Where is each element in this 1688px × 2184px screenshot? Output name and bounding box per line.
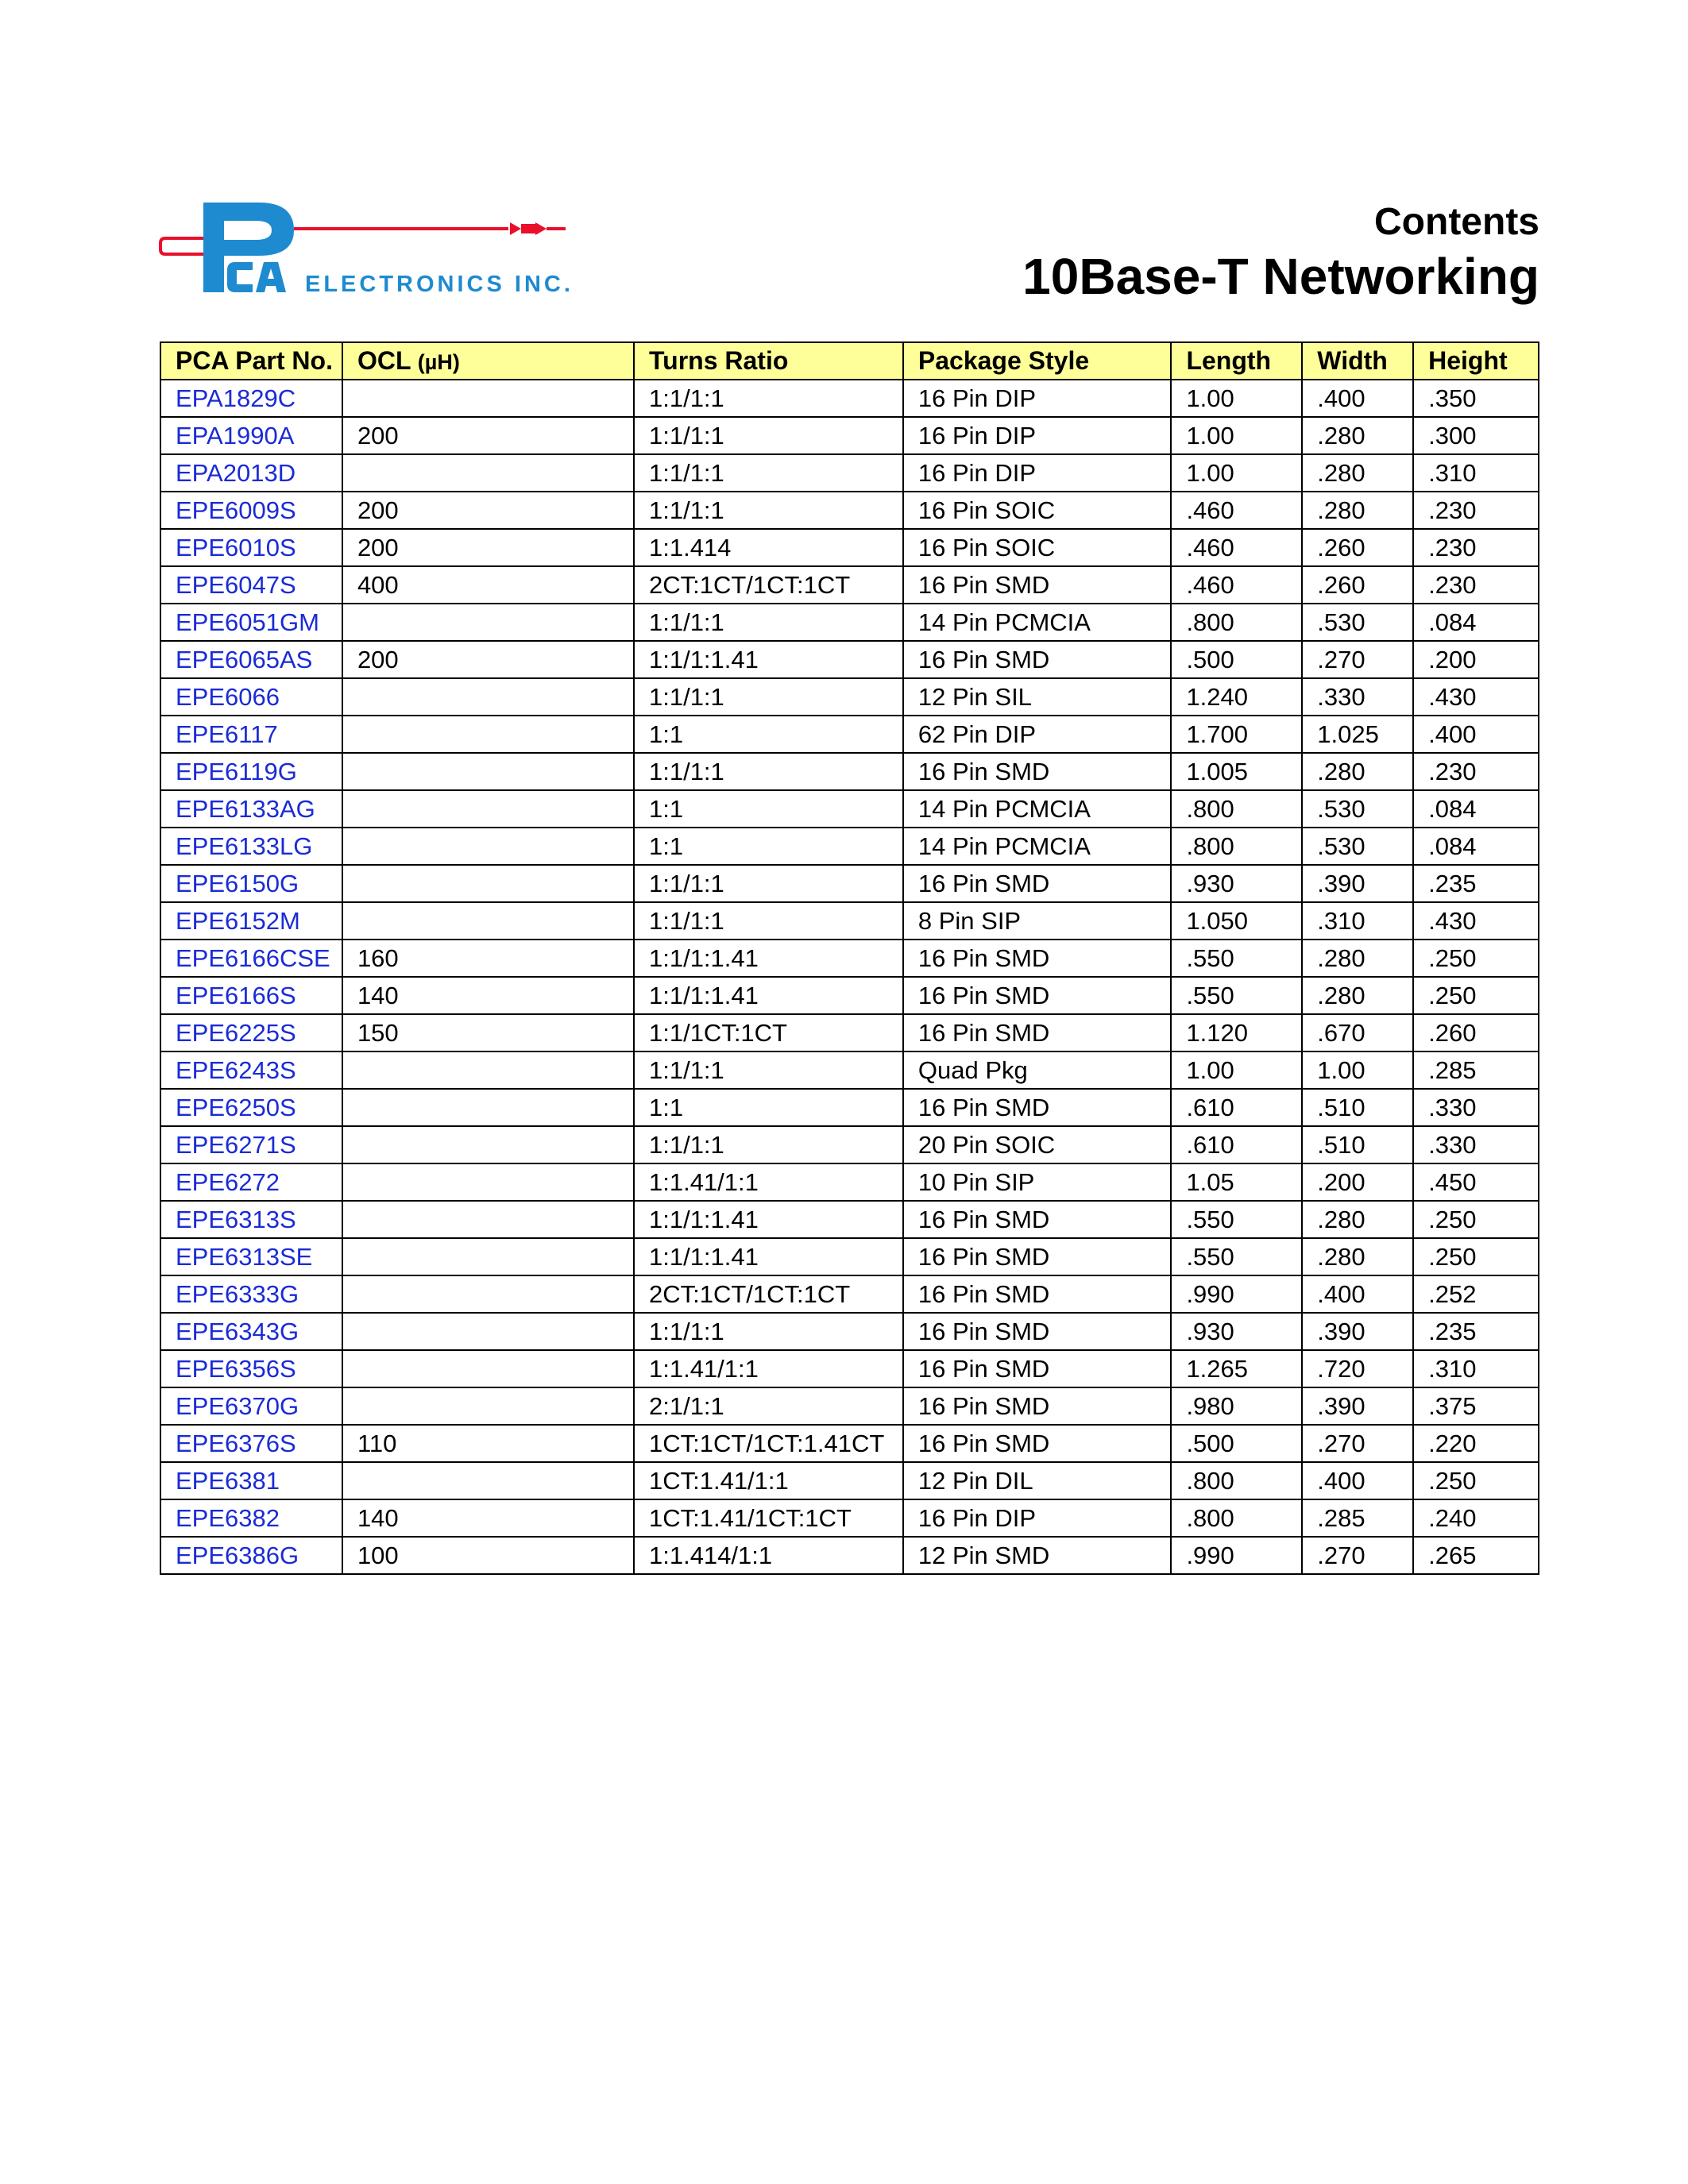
- cell-part-number[interactable]: EPE6117: [160, 716, 342, 753]
- cell-turns-ratio: 1:1/1:1: [634, 417, 903, 454]
- cell-width: .530: [1302, 828, 1413, 865]
- cell-turns-ratio: 1:1/1:1.41: [634, 1238, 903, 1275]
- cell-package-style: 10 Pin SIP: [903, 1163, 1172, 1201]
- cell-turns-ratio: 1:1/1:1.41: [634, 940, 903, 977]
- cell-part-number[interactable]: EPE6051GM: [160, 604, 342, 641]
- cell-length: .500: [1171, 1425, 1302, 1462]
- cell-height: .375: [1413, 1387, 1539, 1425]
- cell-length: .460: [1171, 566, 1302, 604]
- cell-part-number[interactable]: EPE6356S: [160, 1350, 342, 1387]
- cell-width: 1.025: [1302, 716, 1413, 753]
- cell-part-number[interactable]: EPE6382: [160, 1499, 342, 1537]
- table-row: [160, 902, 1539, 940]
- table-row: [160, 1313, 1539, 1350]
- cell-ocl: [342, 1350, 634, 1387]
- cell-width: .280: [1302, 454, 1413, 492]
- cell-height: .450: [1413, 1163, 1539, 1201]
- page-title: 10Base-T Networking: [1022, 248, 1539, 305]
- cell-package-style: 16 Pin SMD: [903, 1387, 1172, 1425]
- cell-height: .220: [1413, 1425, 1539, 1462]
- cell-ocl: 200: [342, 529, 634, 566]
- cell-height: .240: [1413, 1499, 1539, 1537]
- cell-height: .235: [1413, 865, 1539, 902]
- cell-ocl: [342, 1275, 634, 1313]
- cell-height: .084: [1413, 604, 1539, 641]
- cell-width: .530: [1302, 790, 1413, 828]
- cell-turns-ratio: 1:1/1CT:1CT: [634, 1014, 903, 1051]
- cell-width: .400: [1302, 1462, 1413, 1499]
- cell-height: .350: [1413, 380, 1539, 417]
- cell-ocl: 140: [342, 1499, 634, 1537]
- cell-package-style: 62 Pin DIP: [903, 716, 1172, 753]
- cell-part-number[interactable]: EPE6119G: [160, 753, 342, 790]
- cell-package-style: 14 Pin PCMCIA: [903, 790, 1172, 828]
- cell-package-style: 12 Pin SIL: [903, 678, 1172, 716]
- cell-turns-ratio: 1:1.41/1:1: [634, 1350, 903, 1387]
- cell-package-style: 16 Pin SMD: [903, 1014, 1172, 1051]
- cell-length: .610: [1171, 1126, 1302, 1163]
- cell-length: .550: [1171, 940, 1302, 977]
- col-header-part: PCA Part No.: [160, 342, 342, 380]
- cell-turns-ratio: 1:1/1:1: [634, 902, 903, 940]
- cell-package-style: 14 Pin PCMCIA: [903, 828, 1172, 865]
- cell-length: .980: [1171, 1387, 1302, 1425]
- cell-ocl: [342, 716, 634, 753]
- cell-ocl: [342, 753, 634, 790]
- cell-turns-ratio: 1:1/1:1: [634, 1051, 903, 1089]
- cell-ocl: [342, 902, 634, 940]
- cell-height: .430: [1413, 678, 1539, 716]
- cell-package-style: 16 Pin SMD: [903, 1425, 1172, 1462]
- company-logo: [159, 199, 580, 302]
- table-row: [160, 1089, 1539, 1126]
- cell-turns-ratio: 1:1/1:1.41: [634, 641, 903, 678]
- cell-part-number[interactable]: EPE6313SE: [160, 1238, 342, 1275]
- cell-width: .390: [1302, 865, 1413, 902]
- cell-ocl: 160: [342, 940, 634, 977]
- cell-height: .310: [1413, 1350, 1539, 1387]
- parts-table: [160, 341, 1539, 1575]
- cell-width: .280: [1302, 940, 1413, 977]
- cell-length: .800: [1171, 1462, 1302, 1499]
- cell-length: 1.00: [1171, 417, 1302, 454]
- cell-ocl: [342, 1163, 634, 1201]
- cell-package-style: 16 Pin DIP: [903, 417, 1172, 454]
- col-header-width: Width: [1302, 342, 1413, 380]
- cell-turns-ratio: 1:1/1:1: [634, 492, 903, 529]
- table-row: [160, 1126, 1539, 1163]
- cell-length: .550: [1171, 977, 1302, 1014]
- cell-width: .280: [1302, 1238, 1413, 1275]
- cell-length: .800: [1171, 1499, 1302, 1537]
- cell-ocl: [342, 678, 634, 716]
- table-row: [160, 454, 1539, 492]
- cell-part-number[interactable]: EPE6376S: [160, 1425, 342, 1462]
- cell-width: .510: [1302, 1089, 1413, 1126]
- cell-package-style: 14 Pin PCMCIA: [903, 604, 1172, 641]
- cell-width: .260: [1302, 566, 1413, 604]
- cell-height: .250: [1413, 940, 1539, 977]
- table-row: [160, 753, 1539, 790]
- cell-width: .280: [1302, 977, 1413, 1014]
- cell-length: 1.00: [1171, 454, 1302, 492]
- cell-length: .990: [1171, 1275, 1302, 1313]
- cell-part-number[interactable]: EPA2013D: [160, 454, 342, 492]
- cell-part-number[interactable]: EPE6272: [160, 1163, 342, 1201]
- cell-width: .390: [1302, 1313, 1413, 1350]
- cell-turns-ratio: 2:1/1:1: [634, 1387, 903, 1425]
- cell-part-number[interactable]: EPE6370G: [160, 1387, 342, 1425]
- cell-ocl: [342, 1387, 634, 1425]
- cell-length: .990: [1171, 1537, 1302, 1574]
- cell-package-style: Quad Pkg: [903, 1051, 1172, 1089]
- cell-width: .285: [1302, 1499, 1413, 1537]
- cell-turns-ratio: 2CT:1CT/1CT:1CT: [634, 566, 903, 604]
- cell-height: .285: [1413, 1051, 1539, 1089]
- cell-ocl: [342, 1238, 634, 1275]
- company-name: ELECTRONICS INC.: [305, 272, 574, 297]
- cell-ocl: 200: [342, 417, 634, 454]
- table-row: [160, 1499, 1539, 1537]
- cell-part-number[interactable]: EPE6381: [160, 1462, 342, 1499]
- cell-width: 1.00: [1302, 1051, 1413, 1089]
- cell-part-number[interactable]: EPE6343G: [160, 1313, 342, 1350]
- table-row: [160, 716, 1539, 753]
- table-row: [160, 380, 1539, 417]
- cell-height: .235: [1413, 1313, 1539, 1350]
- cell-part-number[interactable]: EPE6313S: [160, 1201, 342, 1238]
- cell-turns-ratio: 1:1/1:1: [634, 753, 903, 790]
- cell-part-number[interactable]: EPE6133LG: [160, 828, 342, 865]
- table-row: [160, 417, 1539, 454]
- cell-height: .400: [1413, 716, 1539, 753]
- cell-length: .500: [1171, 641, 1302, 678]
- cell-part-number[interactable]: EPE6133AG: [160, 790, 342, 828]
- cell-ocl: 110: [342, 1425, 634, 1462]
- col-header-ocl-label: OCL: [357, 346, 411, 375]
- cell-package-style: 16 Pin SOIC: [903, 492, 1172, 529]
- parts-table-body: [160, 380, 1539, 1574]
- cell-package-style: 16 Pin DIP: [903, 380, 1172, 417]
- cell-turns-ratio: 1:1/1:1: [634, 380, 903, 417]
- cell-width: .670: [1302, 1014, 1413, 1051]
- cell-part-number[interactable]: EPE6250S: [160, 1089, 342, 1126]
- cell-height: .330: [1413, 1126, 1539, 1163]
- cell-package-style: 16 Pin SMD: [903, 1089, 1172, 1126]
- cell-length: 1.050: [1171, 902, 1302, 940]
- cell-package-style: 16 Pin SMD: [903, 1313, 1172, 1350]
- cell-ocl: 200: [342, 641, 634, 678]
- cell-length: .550: [1171, 1238, 1302, 1275]
- cell-height: .252: [1413, 1275, 1539, 1313]
- cell-part-number[interactable]: EPE6066: [160, 678, 342, 716]
- cell-part-number[interactable]: EPE6225S: [160, 1014, 342, 1051]
- cell-turns-ratio: 1CT:1.41/1:1: [634, 1462, 903, 1499]
- cell-ocl: [342, 454, 634, 492]
- cell-height: .330: [1413, 1089, 1539, 1126]
- col-header-length: Length: [1171, 342, 1302, 380]
- table-row: [160, 977, 1539, 1014]
- page-heading: [1022, 199, 1539, 307]
- cell-height: .310: [1413, 454, 1539, 492]
- table-row: [160, 1014, 1539, 1051]
- cell-turns-ratio: 1:1.414: [634, 529, 903, 566]
- cell-length: .460: [1171, 529, 1302, 566]
- cell-width: .270: [1302, 641, 1413, 678]
- table-row: [160, 1051, 1539, 1089]
- cell-part-number[interactable]: EPE6047S: [160, 566, 342, 604]
- cell-width: .280: [1302, 1201, 1413, 1238]
- cell-part-number[interactable]: EPE6150G: [160, 865, 342, 902]
- cell-length: 1.05: [1171, 1163, 1302, 1201]
- cell-part-number[interactable]: EPE6009S: [160, 492, 342, 529]
- cell-width: .720: [1302, 1350, 1413, 1387]
- cell-width: .530: [1302, 604, 1413, 641]
- cell-package-style: 20 Pin SOIC: [903, 1126, 1172, 1163]
- cell-width: .260: [1302, 529, 1413, 566]
- cell-length: .800: [1171, 604, 1302, 641]
- table-row: [160, 604, 1539, 641]
- cell-height: .084: [1413, 828, 1539, 865]
- cell-turns-ratio: 1:1: [634, 1089, 903, 1126]
- cell-turns-ratio: 1:1/1:1: [634, 865, 903, 902]
- table-row: [160, 678, 1539, 716]
- cell-ocl: 200: [342, 492, 634, 529]
- cell-ocl: 100: [342, 1537, 634, 1574]
- cell-package-style: 16 Pin SMD: [903, 566, 1172, 604]
- cell-turns-ratio: 1:1/1:1.41: [634, 1201, 903, 1238]
- cell-ocl: [342, 380, 634, 417]
- cell-package-style: 16 Pin SMD: [903, 641, 1172, 678]
- cell-length: 1.00: [1171, 1051, 1302, 1089]
- cell-part-number[interactable]: EPE6010S: [160, 529, 342, 566]
- cell-ocl: [342, 604, 634, 641]
- cell-length: .610: [1171, 1089, 1302, 1126]
- cell-ocl: 400: [342, 566, 634, 604]
- cell-part-number[interactable]: EPA1990A: [160, 417, 342, 454]
- cell-part-number[interactable]: EPE6386G: [160, 1537, 342, 1574]
- cell-turns-ratio: 1:1/1:1: [634, 454, 903, 492]
- cell-height: .230: [1413, 753, 1539, 790]
- cell-part-number[interactable]: EPE6152M: [160, 902, 342, 940]
- cell-width: .400: [1302, 380, 1413, 417]
- table-row: [160, 865, 1539, 902]
- table-header-row: [160, 342, 1539, 380]
- cell-height: .250: [1413, 1462, 1539, 1499]
- table-row: [160, 790, 1539, 828]
- table-row: [160, 1201, 1539, 1238]
- cell-height: .430: [1413, 902, 1539, 940]
- cell-ocl: 140: [342, 977, 634, 1014]
- cell-width: .400: [1302, 1275, 1413, 1313]
- cell-length: 1.00: [1171, 380, 1302, 417]
- cell-ocl: [342, 790, 634, 828]
- cell-package-style: 16 Pin SMD: [903, 1350, 1172, 1387]
- cell-part-number[interactable]: EPE6166S: [160, 977, 342, 1014]
- cell-width: .200: [1302, 1163, 1413, 1201]
- cell-height: .265: [1413, 1537, 1539, 1574]
- cell-height: .230: [1413, 529, 1539, 566]
- cell-part-number[interactable]: EPE6333G: [160, 1275, 342, 1313]
- cell-turns-ratio: 2CT:1CT/1CT:1CT: [634, 1275, 903, 1313]
- table-row: [160, 1163, 1539, 1201]
- cell-width: .310: [1302, 902, 1413, 940]
- cell-ocl: [342, 1313, 634, 1350]
- table-row: [160, 940, 1539, 977]
- cell-turns-ratio: 1:1.414/1:1: [634, 1537, 903, 1574]
- cell-height: .250: [1413, 1201, 1539, 1238]
- cell-part-number[interactable]: EPE6243S: [160, 1051, 342, 1089]
- cell-length: .800: [1171, 790, 1302, 828]
- cell-height: .300: [1413, 417, 1539, 454]
- cell-length: 1.265: [1171, 1350, 1302, 1387]
- table-row: [160, 1275, 1539, 1313]
- cell-ocl: [342, 865, 634, 902]
- cell-ocl: 150: [342, 1014, 634, 1051]
- cell-package-style: 16 Pin SMD: [903, 940, 1172, 977]
- cell-ocl: [342, 1051, 634, 1089]
- page-subtitle: Contents: [1374, 201, 1539, 243]
- cell-part-number[interactable]: EPE6166CSE: [160, 940, 342, 977]
- cell-turns-ratio: 1:1/1:1: [634, 1313, 903, 1350]
- cell-package-style: 12 Pin SMD: [903, 1537, 1172, 1574]
- cell-ocl: [342, 1462, 634, 1499]
- cell-length: .550: [1171, 1201, 1302, 1238]
- cell-part-number[interactable]: EPE6065AS: [160, 641, 342, 678]
- cell-length: 1.120: [1171, 1014, 1302, 1051]
- table-row: [160, 492, 1539, 529]
- cell-height: .250: [1413, 1238, 1539, 1275]
- cell-turns-ratio: 1CT:1CT/1CT:1.41CT: [634, 1425, 903, 1462]
- cell-length: 1.700: [1171, 716, 1302, 753]
- cell-height: .260: [1413, 1014, 1539, 1051]
- cell-package-style: 16 Pin SMD: [903, 977, 1172, 1014]
- cell-height: .230: [1413, 492, 1539, 529]
- col-header-ocl-unit: (µH): [417, 350, 460, 374]
- cell-turns-ratio: 1:1: [634, 828, 903, 865]
- col-header-ocl: [342, 342, 634, 380]
- cell-package-style: 8 Pin SIP: [903, 902, 1172, 940]
- table-row: [160, 641, 1539, 678]
- cell-turns-ratio: 1:1.41/1:1: [634, 1163, 903, 1201]
- table-row: [160, 1425, 1539, 1462]
- cell-length: .800: [1171, 828, 1302, 865]
- cell-turns-ratio: 1:1: [634, 790, 903, 828]
- cell-package-style: 16 Pin SMD: [903, 865, 1172, 902]
- table-row: [160, 1350, 1539, 1387]
- table-row: [160, 828, 1539, 865]
- cell-turns-ratio: 1:1/1:1.41: [634, 977, 903, 1014]
- cell-ocl: [342, 1201, 634, 1238]
- cell-height: .200: [1413, 641, 1539, 678]
- cell-width: .330: [1302, 678, 1413, 716]
- cell-package-style: 12 Pin DIL: [903, 1462, 1172, 1499]
- cell-ocl: [342, 828, 634, 865]
- cell-package-style: 16 Pin SMD: [903, 1238, 1172, 1275]
- cell-width: .510: [1302, 1126, 1413, 1163]
- cell-ocl: [342, 1089, 634, 1126]
- cell-turns-ratio: 1:1/1:1: [634, 1126, 903, 1163]
- cell-turns-ratio: 1:1/1:1: [634, 678, 903, 716]
- table-row: [160, 566, 1539, 604]
- cell-package-style: 16 Pin SOIC: [903, 529, 1172, 566]
- cell-ocl: [342, 1126, 634, 1163]
- table-row: [160, 1462, 1539, 1499]
- col-header-height: Height: [1413, 342, 1539, 380]
- cell-part-number[interactable]: EPA1829C: [160, 380, 342, 417]
- cell-length: 1.005: [1171, 753, 1302, 790]
- col-header-turns-ratio: Turns Ratio: [634, 342, 903, 380]
- cell-length: .930: [1171, 865, 1302, 902]
- cell-width: .280: [1302, 417, 1413, 454]
- cell-length: .930: [1171, 1313, 1302, 1350]
- cell-length: 1.240: [1171, 678, 1302, 716]
- cell-height: .250: [1413, 977, 1539, 1014]
- cell-part-number[interactable]: EPE6271S: [160, 1126, 342, 1163]
- cell-package-style: 16 Pin DIP: [903, 454, 1172, 492]
- table-row: [160, 1387, 1539, 1425]
- cell-package-style: 16 Pin SMD: [903, 1275, 1172, 1313]
- table-row: [160, 1238, 1539, 1275]
- cell-height: .230: [1413, 566, 1539, 604]
- cell-length: .460: [1171, 492, 1302, 529]
- cell-width: .270: [1302, 1537, 1413, 1574]
- col-header-package-style: Package Style: [903, 342, 1172, 380]
- cell-width: .280: [1302, 753, 1413, 790]
- cell-width: .390: [1302, 1387, 1413, 1425]
- cell-package-style: 16 Pin SMD: [903, 753, 1172, 790]
- cell-turns-ratio: 1CT:1.41/1CT:1CT: [634, 1499, 903, 1537]
- cell-height: .084: [1413, 790, 1539, 828]
- table-row: [160, 1537, 1539, 1574]
- cell-package-style: 16 Pin DIP: [903, 1499, 1172, 1537]
- cell-width: .280: [1302, 492, 1413, 529]
- cell-turns-ratio: 1:1/1:1: [634, 604, 903, 641]
- cell-package-style: 16 Pin SMD: [903, 1201, 1172, 1238]
- cell-width: .270: [1302, 1425, 1413, 1462]
- table-row: [160, 529, 1539, 566]
- cell-turns-ratio: 1:1: [634, 716, 903, 753]
